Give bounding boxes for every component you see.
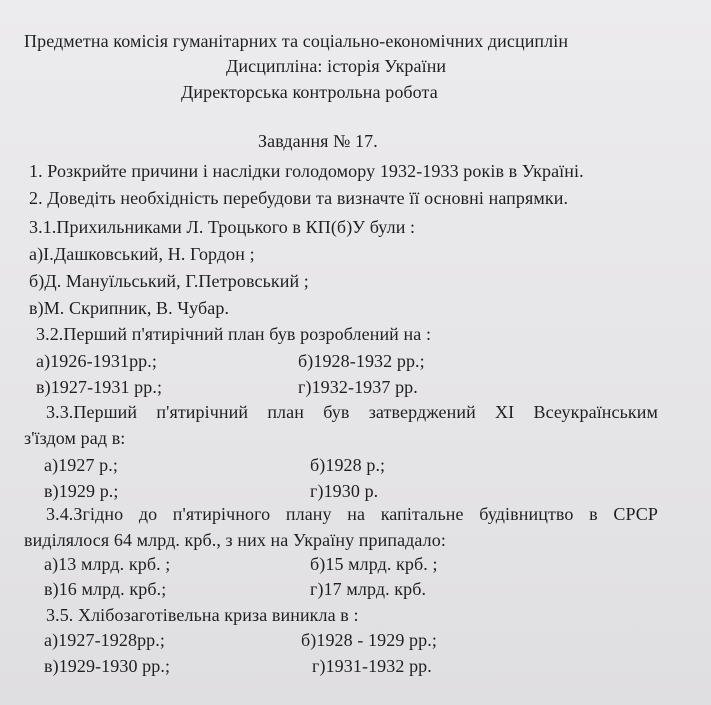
answer-3-2-v: в)1927-1931 рр.; xyxy=(36,377,163,397)
answer-3-2-b: б)1928-1932 рр.; xyxy=(298,351,425,371)
task-title: Завдання № 17. xyxy=(258,131,378,151)
answer-3-5-b: б)1928 - 1929 рр.; xyxy=(301,630,437,650)
answer-3-5-a: а)1927-1928рр.; xyxy=(44,630,165,650)
answer-3-4-v: в)16 млрд. крб.; xyxy=(44,579,167,599)
question-3-5: 3.5. Хлібозаготівельна криза виникла в : xyxy=(46,605,359,625)
answer-3-3-b: б)1928 р.; xyxy=(310,455,386,475)
question-3-4-line-2: виділялося 64 млрд. крб., з них на Україну припадало: xyxy=(24,530,446,550)
answer-3-5-v: в)1929-1930 рр.; xyxy=(44,656,171,676)
header-commission: Предметна комісія гуманітарних та соціально-економічних дисциплін xyxy=(24,31,569,51)
question-3-3-line-1: 3.3.Перший п'ятирічний план був затверджений XI Всеукраїнським xyxy=(46,402,658,422)
answer-3-5-g: г)1931-1932 рр. xyxy=(312,656,432,676)
question-1: 1. Розкрийте причини і наслідки голодомору 1932-1933 років в Україні. xyxy=(29,161,584,181)
answer-3-2-g: г)1932-1937 рр. xyxy=(298,377,418,397)
answer-3-3-g: г)1930 р. xyxy=(310,481,379,501)
question-3-1: 3.1.Прихильниками Л. Троцького в КП(б)У були : xyxy=(29,217,416,237)
answer-3-4-b: б)15 млрд. крб. ; xyxy=(310,554,438,574)
answer-3-2-a: а)1926-1931рр.; xyxy=(36,351,157,371)
question-3-2: 3.2.Перший п'ятирічний план був розроблений на : xyxy=(36,324,432,344)
answer-3-1-a: а)І.Дашковський, Н. Гордон ; xyxy=(29,244,255,264)
question-3-3-line-2: з'їздом рад в: xyxy=(24,428,126,448)
header-discipline: Дисципліна: історія України xyxy=(226,56,447,76)
answer-3-1-v: в)М. Скрипник, В. Чубар. xyxy=(29,298,230,318)
question-2: 2. Доведіть необхідність перебудови та визначте її основні напрямки. xyxy=(29,188,569,208)
answer-3-3-a: а)1927 р.; xyxy=(44,455,118,475)
header-work-type: Директорська контрольна робота xyxy=(181,82,438,102)
answer-3-3-v: в)1929 р.; xyxy=(44,481,119,501)
answer-3-1-b: б)Д. Мануїльський, Г.Петровський ; xyxy=(29,271,309,291)
answer-3-4-a: а)13 млрд. крб. ; xyxy=(44,554,171,574)
question-3-4-line-1: 3.4.Згідно до п'ятирічного плану на капітальне будівництво в СРСР xyxy=(46,504,658,524)
answer-3-4-g: г)17 млрд. крб. xyxy=(310,579,427,599)
